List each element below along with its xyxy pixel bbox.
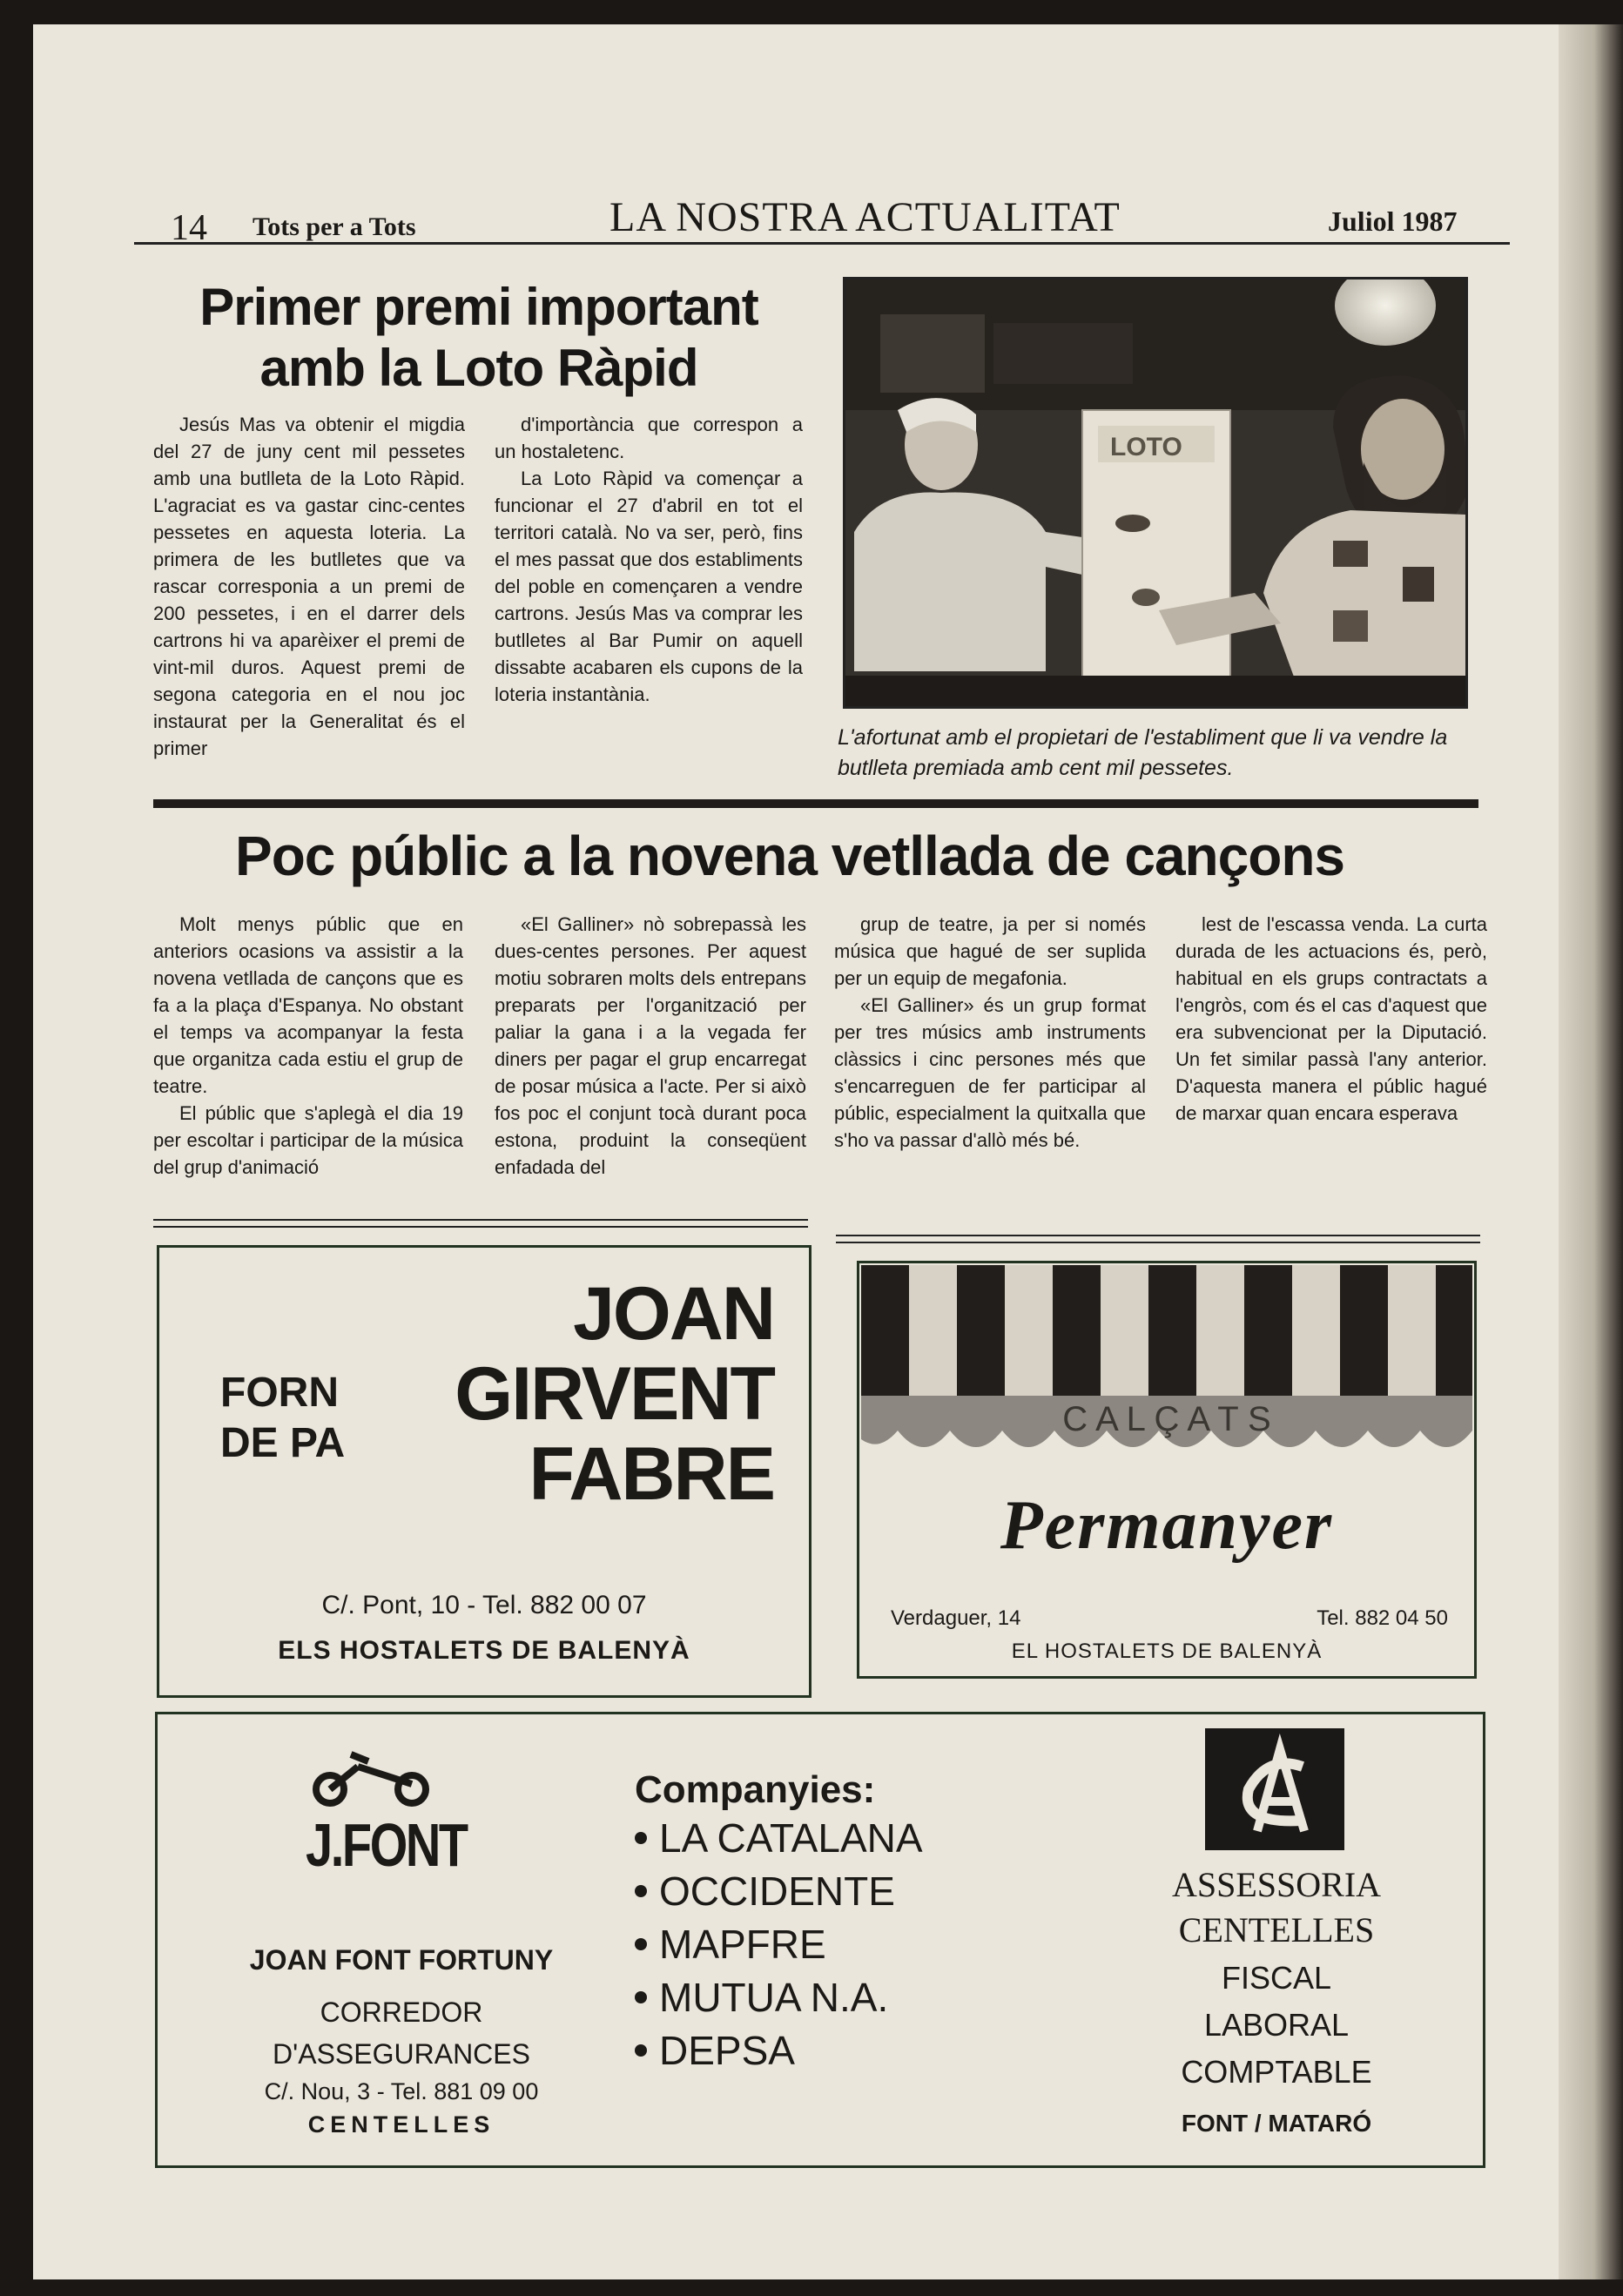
bullet-icon [635, 2044, 647, 2057]
bullet-icon [635, 1991, 647, 2003]
ad-insurance [155, 1712, 1485, 2168]
article2-headline: Poc públic a la novena vetllada de cançons [235, 825, 1344, 887]
double-rule [153, 1219, 808, 1228]
assessoria-town: FONT / MATARÓ [1181, 2110, 1372, 2137]
assessoria-logo-icon [1205, 1728, 1344, 1850]
ad-forn-address: C/. Pont, 10 - Tel. 882 00 07 [321, 1591, 647, 1619]
article1-column-1 [153, 411, 465, 762]
list-item: LA CATALANA [635, 1812, 923, 1865]
header-rule [134, 242, 1510, 245]
companies-title: Companyies: [635, 1768, 876, 1811]
bullet-icon [635, 1832, 647, 1844]
awning-illustration [861, 1265, 1472, 1465]
ad-calcats-permanyer [857, 1261, 1477, 1679]
assessoria-services: FISCAL LABORAL COMPTABLE [1181, 1960, 1372, 2090]
article2-column-1 [153, 911, 463, 1181]
section-divider [153, 799, 1478, 808]
ad-forn-type: FORN DE PA [220, 1370, 346, 1466]
double-rule [836, 1235, 1480, 1243]
broker-town: CENTELLES [307, 2111, 495, 2138]
article1-headline: Primer premi important amb la Loto Ràpid [199, 278, 758, 397]
article1-photo [843, 277, 1468, 709]
list-item: DEPSA [635, 2024, 923, 2077]
ad-forn-de-pa [157, 1245, 812, 1698]
publication-name: Tots per a Tots [253, 212, 416, 241]
list-item: OCCIDENTE [635, 1865, 923, 1918]
article2-column-4 [1175, 911, 1487, 1127]
page-binding-edge [1559, 24, 1623, 2279]
photo-sign-text: LOTO [1110, 433, 1182, 461]
article2-column-2 [495, 911, 806, 1181]
paragraph: La Loto Ràpid va començar a funcionar el 27 d'abril en tot el territori català. No va ser, però, fins el mes passat que dos establiments del poble en començaren a vendre cartrons. Jesús Mas va comprar les butlletes al Bar Pumir on aquell dissabte acabaren els cupons de la loteria instantània. [495, 468, 803, 705]
issue-date: Juliol 1987 [1328, 205, 1458, 237]
paragraph: «El Galliner» és un grup format per tres músics amb instruments clàssics i cinc persones més que s'encarreguen de fer participar al públic, especialment la quitxalla que s'ho va passar d'allò més bé. [834, 994, 1146, 1151]
scooter-icon [306, 1749, 436, 1810]
bullet-icon [635, 1885, 647, 1897]
paragraph: d'importància que correspon a un hostaletenc. [495, 414, 803, 462]
paragraph: Jesús Mas va obtenir el migdia del 27 de juny cent mil pessetes amb una butlleta de la Loto Ràpid. L'agraciat es va gastar cinc-centes pessetes en aquesta loteria. La primera de les butlletes que va rascar corresponia a un premi de 200 pessetes, i en el darrer dels cartrons hi va aparèixer el premi de vint-mil duros. Aquest premi de segona categoria en el nou joc instaurat per la Generalitat és el primer [153, 414, 465, 759]
paragraph: «El Galliner» nò sobrepassà les dues-centes persones. Per aquest motiu sobraren molts dels entrepans preparats per l'organització per paliar la gana i a la vegada fer diners per pagar el grup encarregat de posar música a l'acte. Per si això fos poc el conjunt tocà durant poca estona, produint la conseqüent enfadada del [495, 913, 806, 1178]
bullet-icon [635, 1938, 647, 1950]
list-item: MUTUA N.A. [635, 1971, 923, 2024]
article1-column-2 [495, 411, 803, 708]
broker-role: CORREDOR D'ASSEGURANCES [273, 1996, 530, 2070]
companies-list [635, 1812, 923, 2077]
section-title: LA NOSTRA ACTUALITAT [609, 194, 1121, 240]
broker-address: C/. Nou, 3 - Tel. 881 09 00 [264, 2078, 539, 2104]
photo-caption: L'afortunat amb el propietari de l'establiment que li va vendre la butlleta premiada amb cent mil pessetes. [838, 725, 1448, 780]
assessoria-name: ASSESSORIA CENTELLES [1171, 1865, 1382, 1949]
ad-calcats-street: Verdaguer, 14 [891, 1606, 1021, 1630]
photo-illustration [845, 279, 1465, 706]
ad-forn-town: ELS HOSTALETS DE BALENYÀ [278, 1636, 690, 1665]
ad-calcats-brand: Permanyer [1000, 1487, 1334, 1564]
article2-column-3 [834, 911, 1146, 1154]
paragraph: grup de teatre, ja per si només música que hagué de ser suplida per un equip de megafonia. [834, 913, 1146, 989]
ad-calcats-phone: Tel. 882 04 50 [1317, 1606, 1448, 1630]
awning-text: C A L Ç A T S [1062, 1400, 1271, 1438]
list-item: MAPFRE [635, 1918, 923, 1971]
ad-forn-owner: JOAN GIRVENT FABRE [455, 1272, 774, 1516]
paragraph: lest de l'escassa venda. La curta durada de les actuacions és, però, habitual en els grups contractats a l'engròs, com és el cas d'aquest que era subvencionat per la Diputació. Un fet similar passà l'any anterior. D'aquesta manera el públic hagué de marxar quan encara esperava [1175, 913, 1487, 1124]
ad-calcats-town: EL HOSTALETS DE BALENYÀ [1011, 1640, 1323, 1663]
paragraph: El públic que s'aplegà el dia 19 per escoltar i participar de la música del grup d'animació [153, 1102, 463, 1178]
paragraph: Molt menys públic que en anteriors ocasions va assistir a la novena vetllada de cançons que es fa a la plaça d'Espanya. No obstant el temps va acompanyar la festa que organitza cada estiu el grup de teatre. [153, 913, 463, 1097]
jfont-logo-text: J.FONT [306, 1811, 467, 1879]
broker-name: JOAN FONT FORTUNY [249, 1944, 554, 1976]
page-number: 14 [171, 208, 207, 248]
